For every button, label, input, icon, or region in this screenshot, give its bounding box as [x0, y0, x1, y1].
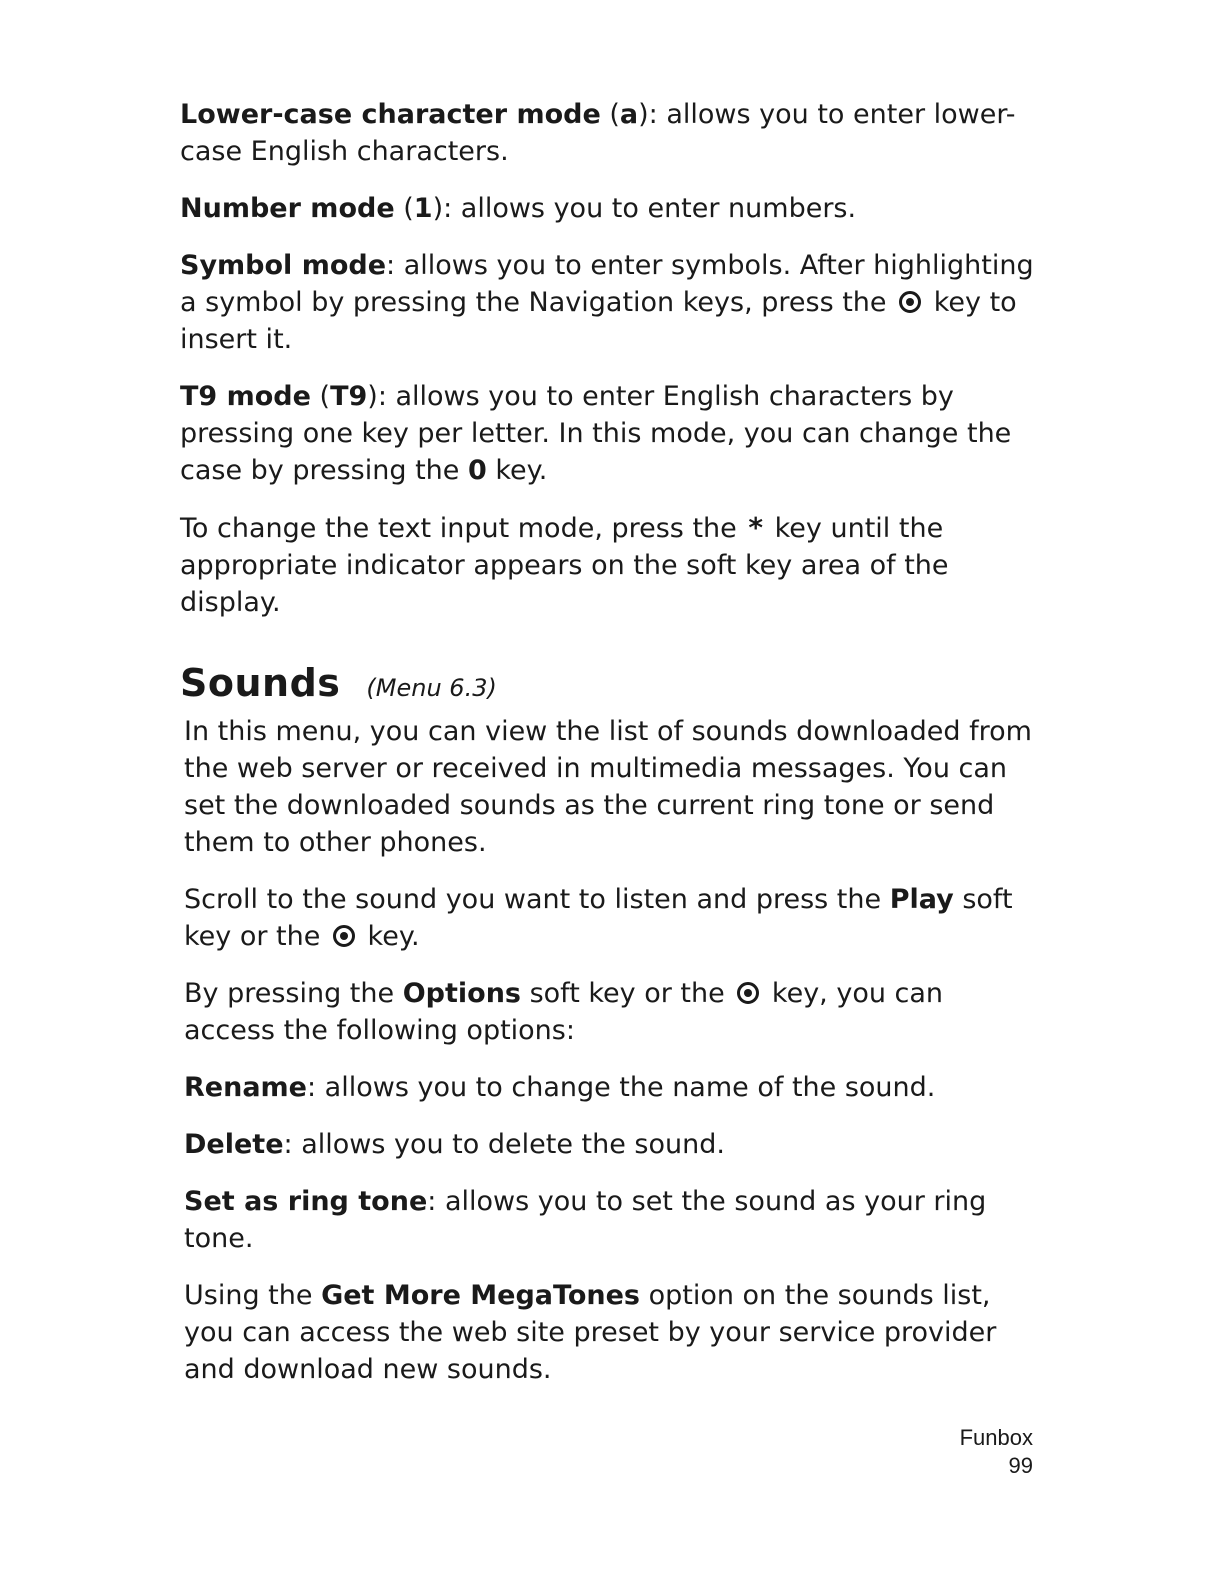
paragraph-number-mode: Number mode (1): allows you to enter numbers.	[180, 193, 857, 224]
paragraph-sounds-intro: In this menu, you can view the list of sounds downloaded from the web server or received in multimedia messages. You can set the downloaded sounds as the current ring tone or send them to other phones.	[184, 716, 1032, 858]
ok-key-icon	[899, 291, 921, 313]
paragraph-t9-mode: T9 mode (T9): allows you to enter English characters by pressing one key per letter. In this mode, you can change the case by pressing the 0 key.	[180, 381, 1012, 486]
section-title: Sounds	[180, 661, 341, 705]
term: Number mode	[180, 193, 395, 224]
paragraph-rename: Rename: allows you to change the name of the sound.	[184, 1072, 936, 1103]
paragraph-play: Scroll to the sound you want to listen and press the Play soft key or the key.	[184, 884, 1013, 952]
term: Symbol mode	[180, 250, 387, 281]
paragraph-change-mode: To change the text input mode, press the * key until the appropriate indicator appears on the soft key area of the display.	[180, 511, 949, 618]
paragraph-symbol-mode: Symbol mode: allows you to enter symbols. After highlighting a symbol by pressing the Navigation keys, press the key to insert it.	[180, 250, 1034, 355]
star-key-icon: *	[748, 511, 764, 544]
paragraph-megatones: Using the Get More MegaTones option on the sounds list, you can access the web site preset by your service provider and download new sounds.	[184, 1280, 997, 1385]
section-menu-number: (Menu 6.3)	[366, 674, 497, 702]
term: T9 mode	[180, 381, 311, 412]
page-content	[180, 96, 1040, 1408]
paragraph-delete: Delete: allows you to delete the sound.	[184, 1129, 725, 1160]
chapter-name: Funbox	[959, 1425, 1033, 1450]
page-footer	[960, 1424, 1033, 1480]
section-heading	[180, 661, 1040, 705]
page-number: 99	[1008, 1453, 1033, 1478]
paragraph-options: By pressing the Options soft key or the key, you can access the following options:	[184, 978, 944, 1046]
ok-key-icon	[333, 925, 355, 947]
term: Lower-case character mode	[180, 99, 601, 130]
term: Delete	[184, 1129, 284, 1160]
term: Set as ring tone	[184, 1186, 428, 1217]
ok-key-icon	[737, 982, 759, 1004]
term: Rename	[184, 1072, 307, 1103]
paragraph-lowercase-mode: Lower-case character mode (a): allows you to enter lower-case English characters.	[180, 99, 1016, 167]
paragraph-set-ring-tone: Set as ring tone: allows you to set the sound as your ring tone.	[184, 1186, 987, 1254]
